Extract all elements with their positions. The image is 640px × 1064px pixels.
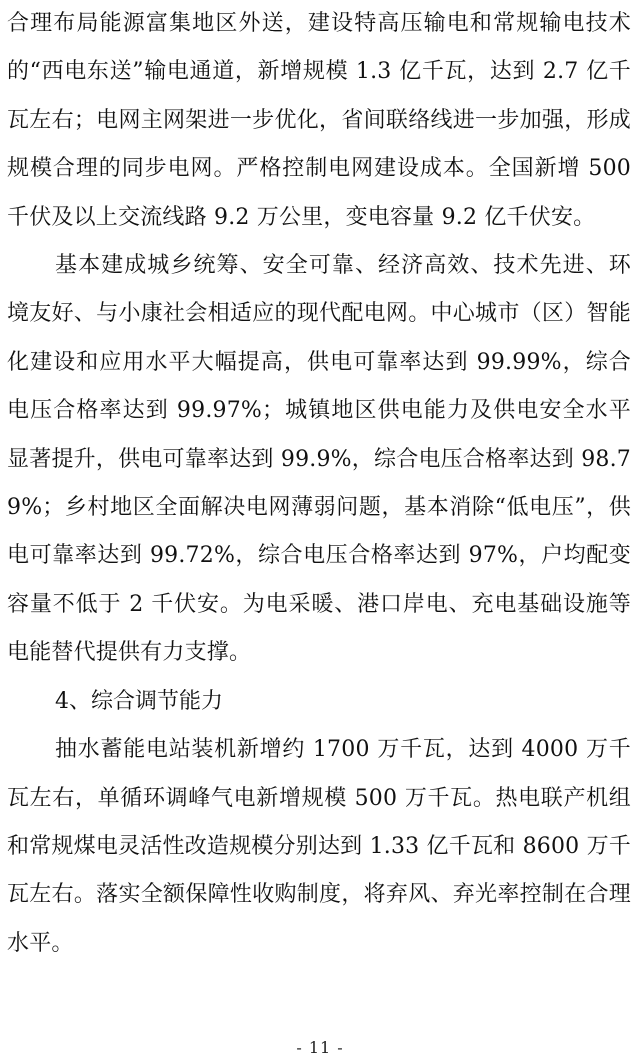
page-number: - 11 - — [296, 1038, 344, 1057]
paragraph-transmission: 合理布局能源富集地区外送，建设特高压输电和常规输电技术的“西电东送”输电通道，新增规模 1.3 亿千瓦，达到 2.7 亿千瓦左右；电网主网架进一步优化，省间联络线进一步加强，形成规模合理的同步电网。严格控制电网建设成本。全国新增 500 千伏及以上交流线路 9.2 万公里，变电容量 9.2 亿千伏安。 — [7, 11, 631, 230]
paragraph-regulation-capacity: 抽水蓄能电站装机新增约 1700 万千瓦，达到 4000 万千瓦左右，单循环调峰气电新增规模 500 万千瓦。热电联产机组和常规煤电灵活性改造规模分别达到 1.33 亿千瓦和 8600 万千瓦左右。落实全额保障性收购制度，将弃风、弃光率控制在合理水平。 — [7, 737, 631, 956]
section-heading-regulation: 4、综合调节能力 — [55, 688, 223, 714]
document-body — [7, 0, 631, 968]
paragraph-distribution-network: 基本建成城乡统筹、安全可靠、经济高效、技术先进、环境友好、与小康社会相适应的现代配电网。中心城市（区）智能化建设和应用水平大幅提高，供电可靠率达到 99.99%，综合电压合格率达到 99.97%；城镇地区供电能力及供电安全水平显著提升，供电可靠率达到 99.9%，综合电压合格率达到 98.79%；乡村地区全面解决电网薄弱问题，基本消除“低电压”，供电可靠率达到 99.72%，综合电压合格率达到 97%，户均配变容量不低于 2 千伏安。为电采暖、港口岸电、充电基础设施等电能替代提供有力支撑。 — [7, 253, 631, 666]
